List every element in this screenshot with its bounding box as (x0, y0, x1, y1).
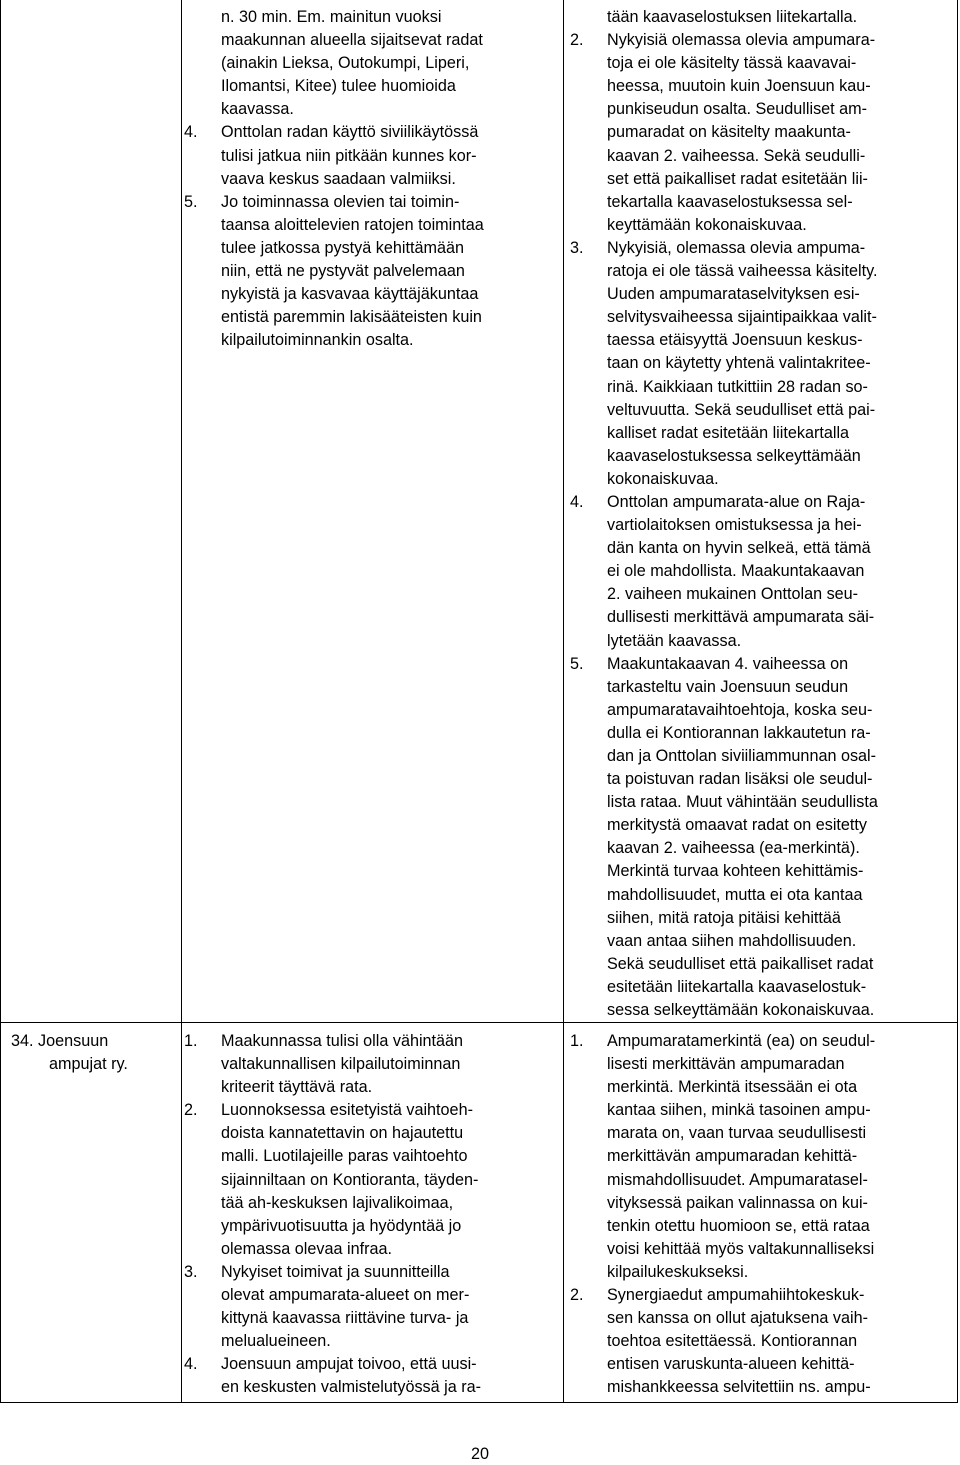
item-number: 4. (184, 1355, 198, 1374)
organization-number: 34. (11, 1032, 34, 1050)
text-line: pumaradat on käsitelty maakunta- (607, 123, 851, 142)
text-line: tarkasteltu vain Joensuun seudun (607, 677, 849, 696)
text-line: mahdollisuudet, mutta ei ota kantaa (607, 885, 863, 904)
text-line: tekartalla kaavaselostuksessa sel- (607, 192, 853, 211)
text-line: esitetään liitekartalla kaavaselostuk- (607, 977, 867, 996)
item-number: 3. (184, 1262, 198, 1281)
text-line: vityksessä paikan valinnassa on kui- (607, 1193, 868, 1212)
text-line: kittynä kaavassa riittävine turva- ja (221, 1309, 469, 1328)
numbered-item (184, 121, 484, 190)
text-line: kantaa siihen, minkä tasoinen ampu- (607, 1101, 871, 1120)
text-line: Uuden ampumarataselvityksen esi- (607, 285, 860, 304)
organization-name-line1: Joensuun (38, 1032, 109, 1050)
text-line: rinä. Kaikkiaan tutkittiin 28 radan so- (607, 377, 868, 396)
numbered-item (184, 1030, 481, 1099)
text-line: Nykyisiä, olemassa olevia ampuma- (607, 238, 866, 257)
item-number: 1. (184, 1032, 198, 1050)
text-line: mismahdollisuudet. Ampumaratasel- (607, 1170, 868, 1189)
text-line: Jo toiminnassa olevien tai toimin- (221, 192, 460, 211)
text-line: punkiseudun osalta. Seudulliset am- (607, 100, 868, 119)
text-line: olemassa olevaa infraa. (221, 1239, 392, 1258)
text-line: vaan antaa siihen mahdollisuuden. (607, 931, 857, 950)
text-line: kaavan 2. vaiheessa (ea-merkintä). (607, 839, 860, 858)
numbered-item (184, 191, 484, 353)
numbered-item (570, 237, 878, 491)
item-number: 5. (570, 654, 584, 673)
text-line: Onttolan radan käyttö siviilikäytössä (221, 123, 479, 142)
text-line: taansa aloittelevien ratojen toimintaa (221, 215, 484, 234)
text-line: maakunnan alueella sijaitsevat radat (221, 31, 483, 50)
text-line: (ainakin Lieksa, Outokumpi, Liperi, (221, 54, 470, 73)
text-line: doista kannatettavin on hajautettu (221, 1124, 464, 1143)
text-line: olevat ampumarata-alueet on mer- (221, 1286, 470, 1305)
text-line: merkittävän ampumaradan kehittä- (607, 1147, 858, 1166)
text-line: sessa selkeyttämään kokonaiskuvaa. (607, 1001, 875, 1020)
text-line: tenkin otettu huomioon se, että rataa (607, 1216, 870, 1235)
text-line: toja ei ole käsitelty tässä kaavavai- (607, 54, 857, 73)
text-line: kriteerit täyttävä rata. (221, 1078, 373, 1097)
text-line: dän kanta on hyvin selkeä, että tämä (607, 539, 871, 558)
text-line: merkintä. Merkintä itsessään ei ota (607, 1078, 858, 1097)
text-line: dullisesti merkittävä ampumarata säi- (607, 608, 875, 627)
text-line: kaavassa. (221, 100, 294, 119)
text-line: kaavan 2. vaiheessa. Sekä seudulli- (607, 146, 866, 165)
text-line: kaavaselostuksessa selkeyttämään (607, 446, 861, 465)
text-line: n. 30 min. Em. mainitun vuoksi (221, 8, 442, 26)
text-line: sen kanssa on ollut ajatuksena vaih- (607, 1309, 868, 1328)
text-line: malli. Luotilajeille paras vaihtoehto (221, 1147, 468, 1166)
text-line: melualueineen. (221, 1332, 331, 1351)
numbered-item (184, 1261, 481, 1353)
continued-text (570, 6, 878, 29)
text-line: Synergiaedut ampumahiihtokeskuk- (607, 1286, 865, 1305)
row33-opinion-cell (184, 6, 484, 352)
text-line: en keskusten valmistelutyössä ja ra- (221, 1378, 482, 1397)
text-line: Nykyiset toimivat ja suunnitteilla (221, 1262, 450, 1281)
numbered-item (184, 1099, 481, 1261)
item-number: 5. (184, 192, 198, 211)
text-line: vaava keskus saadaan valmiiksi. (221, 169, 456, 188)
text-line: merkitystä omaavat radat on esitetty (607, 816, 868, 835)
numbered-item (184, 1353, 481, 1399)
text-line: Nykyisiä olemassa olevia ampumara- (607, 31, 876, 50)
text-line: mishankkeessa selvitettiin ns. ampu- (607, 1378, 871, 1397)
text-line: Luonnoksessa esitetyistä vaihtoeh- (221, 1101, 473, 1120)
text-line: taan on käytetty yhtenä valintakritee- (607, 354, 871, 373)
row34-response-cell (570, 1030, 875, 1400)
text-line: lista rataa. Muut vähintään seudullista (607, 793, 878, 812)
text-line: tulee jatkossa pystyä kehittämään (221, 238, 464, 257)
item-number: 3. (570, 238, 584, 257)
text-line: ei ole mahdollista. Maakuntakaavan (607, 562, 865, 581)
text-line: kalliset radat esitetään liitekartalla (607, 423, 850, 442)
item-number: 1. (570, 1032, 584, 1050)
text-line: Ampumaratamerkintä (ea) on seudul- (607, 1032, 876, 1050)
text-line: dan ja Onttolan siviiliammunnan osal- (607, 747, 877, 765)
text-line: tään kaavaselostuksen liitekartalla. (607, 8, 858, 26)
text-line: ampumaratavaihtoehtoja, koska seu- (607, 700, 873, 719)
text-line: ratoja ei ole tässä vaiheessa käsitelty. (607, 262, 878, 281)
text-line: kokonaiskuvaa. (607, 469, 719, 488)
numbered-item (570, 491, 878, 653)
page-number: 20 (470, 1445, 489, 1463)
row34-opinion-cell (184, 1030, 481, 1400)
text-line: dulla ei Kontiorannan lakkautetun ra- (607, 723, 871, 742)
item-number: 4. (570, 492, 584, 511)
text-line: entistä paremmin lakisääteisten kuin (221, 308, 482, 327)
text-line: Maakuntakaavan 4. vaiheessa on (607, 654, 849, 673)
text-line: tulisi jatkua niin pitkään kunnes kor- (221, 146, 477, 165)
numbered-item (570, 1284, 875, 1399)
item-number: 4. (184, 123, 198, 142)
text-line: taessa etäisyyttä Joensuun keskus- (607, 331, 863, 350)
organization-name (11, 1030, 128, 1076)
row33-response-cell (570, 6, 878, 1022)
text-line: vartiolaitoksen omistuksessa ja hei- (607, 516, 862, 535)
column-divider-1 (181, 0, 182, 1402)
text-line: Maakunnassa tulisi olla vähintään (221, 1032, 464, 1050)
text-line: 2. vaiheen mukainen Onttolan seu- (607, 585, 859, 604)
organization-name-line2: ampujat ry. (49, 1055, 128, 1074)
text-line: Merkintä turvaa kohteen kehittämis- (607, 862, 864, 881)
text-line: tää ah-keskuksen lajivalikoimaa, (221, 1193, 454, 1212)
text-line: Sekä seudulliset että paikalliset radat (607, 954, 874, 973)
text-line: selvitysvaiheessa sijaintipaikkaa valit- (607, 308, 877, 327)
text-line: kilpailukeskukseksi. (607, 1262, 749, 1281)
text-line: voisi kehittää myös valtakunnalliseksi (607, 1239, 875, 1258)
text-line: valtakunnallisen kilpailutoiminnan (221, 1055, 461, 1074)
text-line: Ilomantsi, Kitee) tulee huomioida (221, 77, 456, 96)
text-line: heessa, muutoin kuin Joensuun kau- (607, 77, 871, 96)
text-line: ympärivuotisuutta ja hyödyntää jo (221, 1216, 462, 1235)
text-line: lisesti merkittävän ampumaradan (607, 1055, 845, 1074)
item-number: 2. (570, 31, 584, 50)
row-divider (1, 1022, 957, 1023)
item-number: 2. (184, 1101, 198, 1120)
text-line: Joensuun ampujat toivoo, että uusi- (221, 1355, 477, 1374)
text-line: entisen varuskunta-alueen kehittä- (607, 1355, 855, 1374)
text-line: toehtoa esitettäessä. Kontiorannan (607, 1332, 858, 1351)
column-divider-2 (563, 0, 564, 1402)
text-line: siihen, mitä ratoja pitäisi kehittää (607, 908, 841, 927)
numbered-item (570, 653, 878, 1023)
numbered-item (570, 1030, 875, 1284)
item-number: 2. (570, 1286, 584, 1305)
text-line: lytetään kaavassa. (607, 631, 742, 650)
text-line: set että paikalliset radat esitetään lii- (607, 169, 868, 188)
text-line: keyttämään kokonaiskuvaa. (607, 215, 807, 234)
text-line: kilpailutoiminnankin osalta. (221, 331, 414, 350)
text-line: niin, että ne pystyvät palvelemaan (221, 262, 465, 281)
text-line: Onttolan ampumarata-alue on Raja- (607, 492, 866, 511)
text-line: nykyistä ja kasvavaa käyttäjäkuntaa (221, 285, 479, 304)
text-line: ta poistuvan radan lisäksi ole seudul- (607, 770, 873, 789)
text-line: veltuvuutta. Sekä seudulliset että pai- (607, 400, 876, 419)
text-line: sijainniltaan on Kontioranta, täyden- (221, 1170, 479, 1189)
continued-text (184, 6, 484, 121)
text-line: marata on, vaan turvaa seudullisesti (607, 1124, 867, 1143)
numbered-item (570, 29, 878, 237)
